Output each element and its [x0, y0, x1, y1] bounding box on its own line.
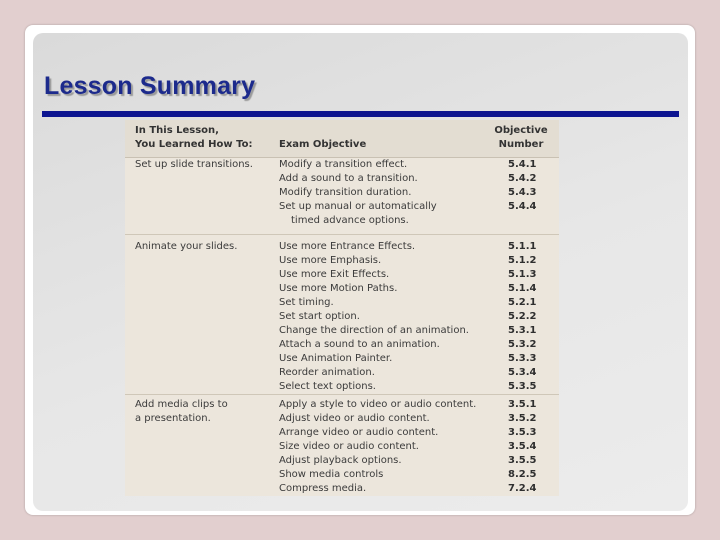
numbers-cell	[508, 158, 548, 214]
header-lesson	[135, 124, 253, 152]
lesson-text: a presentation.	[135, 413, 211, 424]
numbers-cell	[508, 240, 548, 394]
objectives-cell	[279, 240, 509, 394]
exam-objective: Adjust video or audio content.	[279, 413, 430, 424]
exam-objective: Set start option.	[279, 311, 360, 322]
objectives-cell	[279, 398, 509, 496]
objective-number: 5.1.1	[508, 241, 537, 252]
objective-number: 5.4.1	[508, 159, 537, 170]
objective-number: 3.5.5	[508, 455, 537, 466]
exam-objective: Set timing.	[279, 297, 334, 308]
objective-number: 3.5.2	[508, 413, 537, 424]
objective-number: 5.2.2	[508, 311, 537, 322]
objective-number: 5.3.3	[508, 353, 537, 364]
lesson-summary-table	[125, 120, 559, 496]
exam-objective: Select text options.	[279, 381, 376, 392]
lesson-text: Animate your slides.	[135, 241, 238, 252]
objective-number: 5.3.1	[508, 325, 537, 336]
exam-objective: Change the direction of an animation.	[279, 325, 469, 336]
header-objective-number	[494, 124, 548, 152]
objective-number: 5.3.5	[508, 381, 537, 392]
lesson-cell	[135, 158, 265, 172]
exam-objective: Modify a transition effect.	[279, 159, 408, 170]
title-underline	[42, 111, 679, 117]
objective-number: 3.5.1	[508, 399, 537, 410]
objective-number: 5.4.4	[508, 201, 537, 212]
exam-objective: Reorder animation.	[279, 367, 375, 378]
exam-objective: Use Animation Painter.	[279, 353, 393, 364]
exam-objective: Add a sound to a transition.	[279, 173, 418, 184]
exam-objective: Compress media.	[279, 483, 367, 494]
objective-number: 3.5.3	[508, 427, 537, 438]
objective-number: 3.5.4	[508, 441, 537, 452]
lesson-cell	[135, 240, 265, 254]
objective-number: 5.1.3	[508, 269, 537, 280]
exam-objective: timed advance options.	[291, 215, 409, 226]
table-header	[125, 120, 559, 158]
table-section	[125, 234, 559, 395]
objective-number: 5.1.4	[508, 283, 537, 294]
exam-objective: Apply a style to video or audio content.	[279, 399, 477, 410]
exam-objective: Show media controls	[279, 469, 384, 480]
exam-objective: Arrange video or audio content.	[279, 427, 439, 438]
exam-objective: Set up manual or automatically	[279, 201, 437, 212]
header-lesson-line1: In This Lesson,	[135, 125, 219, 136]
objective-number: 8.2.5	[508, 469, 537, 480]
slide-title: Lesson Summary	[44, 72, 256, 100]
header-lesson-line2: You Learned How To:	[135, 139, 253, 150]
objective-number: 5.3.2	[508, 339, 537, 350]
objective-number: 5.4.3	[508, 187, 537, 198]
objective-number: 5.3.4	[508, 367, 537, 378]
lesson-text: Add media clips to	[135, 399, 228, 410]
table-section	[125, 394, 559, 496]
header-objective-line1: Objective	[494, 125, 548, 136]
exam-objective: Attach a sound to an animation.	[279, 339, 440, 350]
exam-objective: Use more Motion Paths.	[279, 283, 398, 294]
objective-number: 7.2.4	[508, 483, 537, 494]
header-exam-objective: Exam Objective	[279, 139, 367, 150]
exam-objective: Size video or audio content.	[279, 441, 419, 452]
exam-objective: Adjust playback options.	[279, 455, 402, 466]
objective-number: 5.1.2	[508, 255, 537, 266]
numbers-cell	[508, 398, 548, 496]
lesson-text: Set up slide transitions.	[135, 159, 253, 170]
table-section	[125, 158, 559, 235]
header-objective-line2: Number	[498, 139, 544, 150]
lesson-cell	[135, 398, 265, 426]
exam-objective: Use more Exit Effects.	[279, 269, 390, 280]
objectives-cell	[279, 158, 509, 228]
exam-objective: Modify transition duration.	[279, 187, 412, 198]
objective-number: 5.4.2	[508, 173, 537, 184]
exam-objective: Use more Entrance Effects.	[279, 241, 416, 252]
objective-number: 5.2.1	[508, 297, 537, 308]
exam-objective: Use more Emphasis.	[279, 255, 382, 266]
